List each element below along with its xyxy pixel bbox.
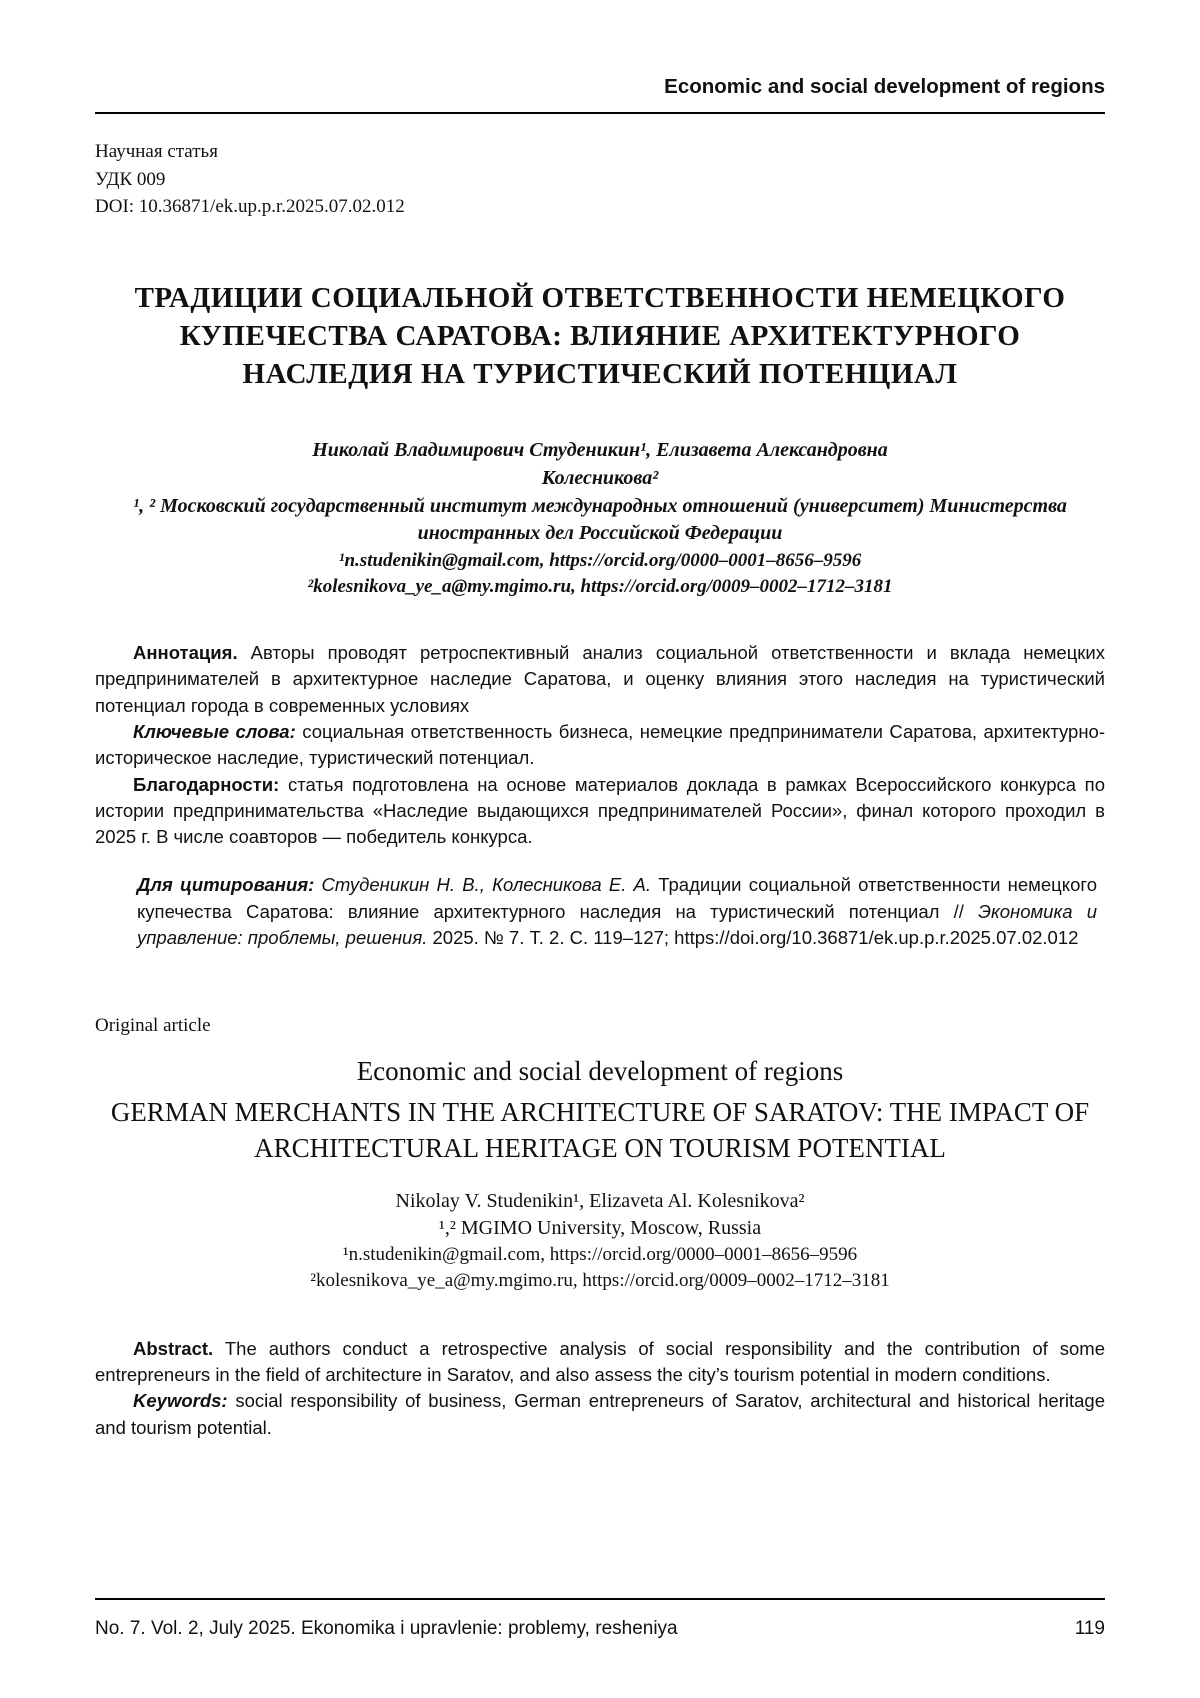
authors-en: Nikolay V. Studenikin¹, Elizaveta Al. Kolesnikova² [395,1190,805,1213]
affiliation-ru: ¹, ² Московский государственный институт международных отношений (университет) Министерства иностранных дел Российской Федерации [133,494,1067,545]
citation-block [137,872,1097,951]
author2-contact-ru: ²kolesnikova_ye_a@my.mgimo.ru, https://orcid.org/0009–0002–1712–3181 [307,576,893,597]
article-type-ru: Научная статья [95,140,218,162]
citation-authors: Студеникин Н. В., Колесникова Е. А. [314,874,659,896]
author2-contact-en: ²kolesnikova_ye_a@my.mgimo.ru, https://orcid.org/0009–0002–1712–3181 [310,1270,890,1292]
citation-paragraph [137,872,1097,951]
page-footer [95,1598,1105,1643]
section-title-en: Economic and social development of regions [356,1056,844,1087]
keywords-text-ru: социальная ответственность бизнеса, немецкие предприниматели Саратова, архитектурно-историческое наследие, туристический потенциал. [95,721,1105,769]
authors-block-ru [95,437,1105,600]
abstract-label-en: Abstract. [133,1337,214,1359]
abstract-block-en [95,1336,1105,1441]
abstract-label-ru: Аннотация. [133,642,238,664]
footer-journal-line: No. 7. Vol. 2, July 2025. Ekonomika i upravlenie: problemy, resheniya [95,1618,678,1640]
footer-page-number: 119 [1074,1618,1105,1640]
article-type-en: Original article [95,1015,211,1037]
keywords-text-en: social responsibility of business, German entrepreneurs of Saratov, architectural and historical heritage and tourism potential. [95,1390,1105,1438]
running-head-section-title: Economic and social development of regions [664,75,1105,98]
authors-ru: Николай Владимирович Студеникин¹, Елизавета Александровна Колесникова² [312,439,888,489]
citation-tail: 2025. № 7. Т. 2. С. 119–127; https://doi.org/10.36871/ek.up.p.r.2025.07.02.012 [427,926,1079,948]
abstract-paragraph-ru [95,640,1105,719]
author1-contact-en: ¹n.studenikin@gmail.com, https://orcid.org/0000–0001–8656–9596 [342,1244,858,1266]
abstract-text-ru: Авторы проводят ретроспективный анализ социальной ответственности и вклада немецких предпринимателей в архитектурное наследие Саратова, и оценку влияния этого наследия на туристический потенциал города в современных условиях [95,642,1105,716]
author1-contact-ru: ¹n.studenikin@gmail.com, https://orcid.org/0000–0001–8656–9596 [338,549,862,571]
abstract-text-en: The authors conduct a retrospective analysis of social responsibility and the contribution of some entrepreneurs in the field of architecture in Saratov, and also assess the city’s tourism potential in modern conditions. [95,1337,1105,1385]
citation-journal: Экономика и управление: проблемы, решения. [137,900,1097,948]
citation-label: Для цитирования: [137,874,315,896]
keywords-paragraph-ru [95,719,1105,772]
abstract-paragraph-en [95,1336,1105,1389]
keywords-paragraph-en [95,1388,1105,1441]
acknowledgments-paragraph-ru [95,772,1105,851]
acknowledgments-label-ru: Благодарности: [133,773,280,795]
udk-number: УДК 009 [95,168,166,190]
abstract-block-ru [95,640,1105,850]
doi-line: DOI: 10.36871/ek.up.p.r.2025.07.02.012 [95,196,405,218]
affiliation-en: ¹,² MGIMO University, Moscow, Russia [438,1217,762,1240]
authors-block-en [95,1188,1105,1293]
article-meta [95,138,1105,221]
keywords-label-ru: Ключевые слова: [133,721,296,743]
article-title-ru: ТРАДИЦИИ СОЦИАЛЬНОЙ ОТВЕТСТВЕННОСТИ НЕМЕЦКОГО КУПЕЧЕСТВА САРАТОВА: ВЛИЯНИЕ АРХИТЕКТУРНОГО НАСЛЕДИЯ НА ТУРИСТИЧЕСКИЙ ПОТЕНЦИАЛ [134,281,1066,391]
article-title-en: GERMAN MERCHANTS IN THE ARCHITECTURE OF SARATOV: THE IMPACT OF ARCHITECTURAL HERITAGE ON TOURISM POTENTIAL [110,1097,1090,1163]
keywords-label-en: Keywords: [133,1390,228,1412]
running-head [95,72,1105,114]
citation-title: Традиции социальной ответственности немецкого купечества Саратова: влияние архитектурного наследия на туристический потенциал // [137,874,1097,922]
acknowledgments-text-ru: статья подготовлена на основе материалов доклада в рамках Всероссийского конкурса по истории предпринимательства «Наследие выдающихся предпринимателей России», финал которого проходил в 2025 г. В числе соавторов — победитель конкурса. [95,773,1105,848]
